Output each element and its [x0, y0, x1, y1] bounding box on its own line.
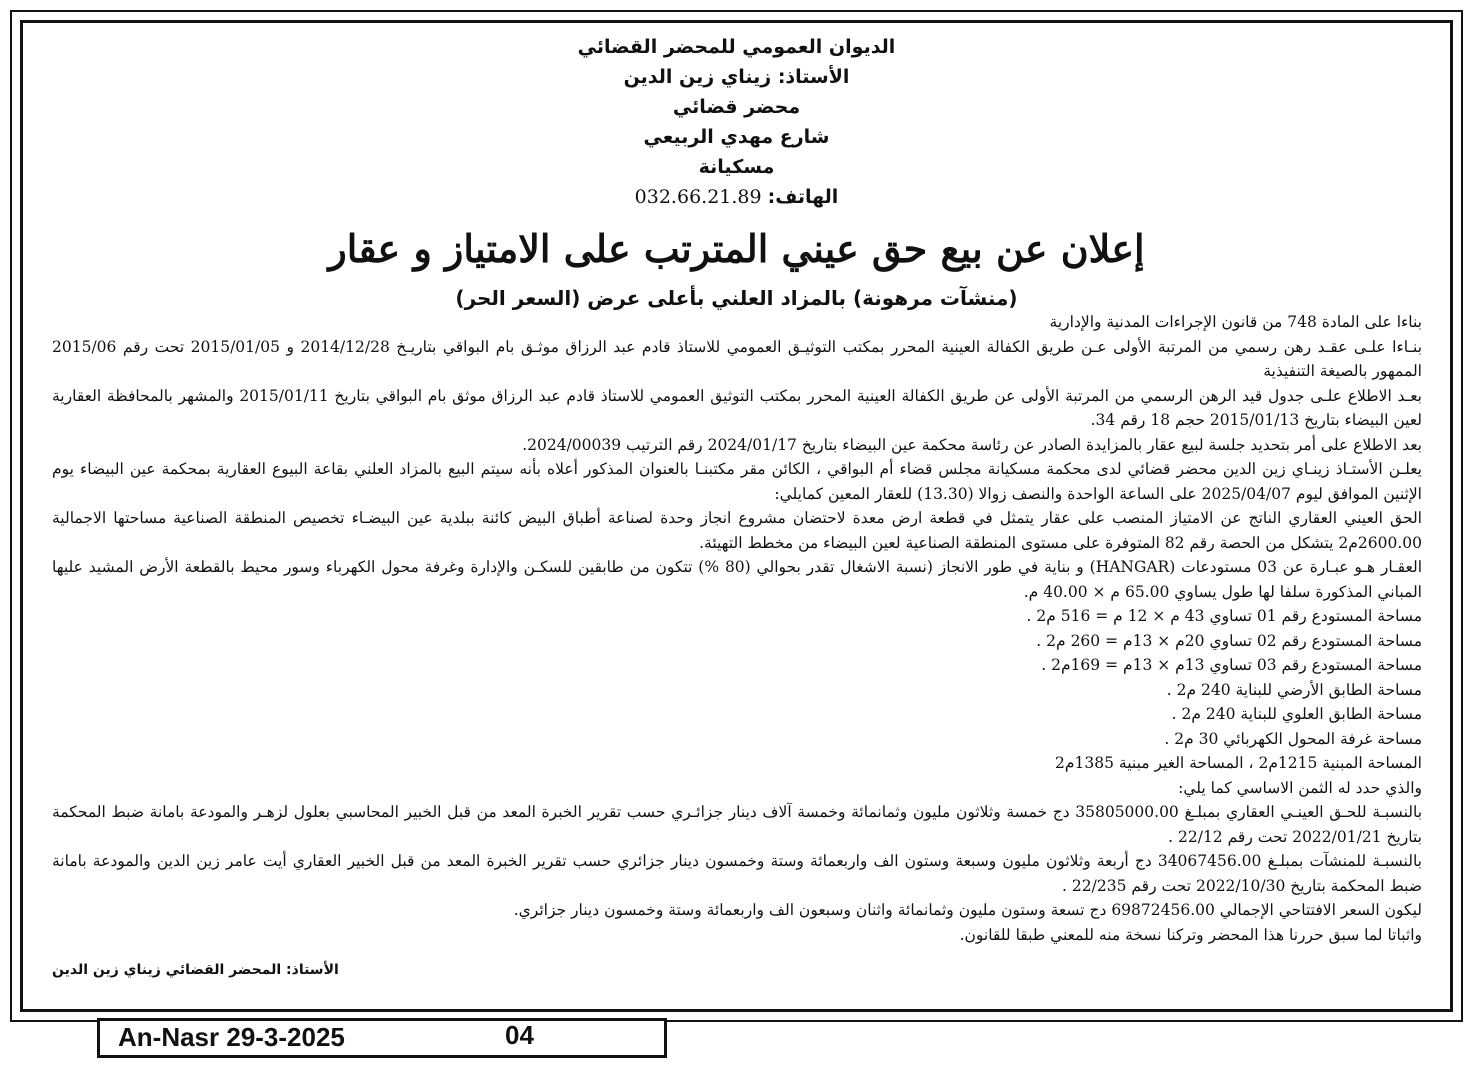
city: مسكيانة — [698, 156, 775, 178]
paragraph: بعد الاطلاع على أمر بتحديد جلسة لبيع عقار بالمزايدة الصادر عن رئاسة محكمة عين البيضاء بتاريخ 2024/01/17 رقم الترتيب 2024/00039. — [522, 435, 1422, 454]
bailiff-role: محضر قضائي — [672, 96, 801, 118]
phone-label: الهاتف: — [767, 186, 839, 208]
paragraph: ليكون السعر الافتتاحي الإجمالي 69872456.00 دج تسعة وستون مليون وثمانمائة واثنان وسبعون الف واربعمائة وستة وخمسون دينار جزائري. — [513, 901, 1422, 919]
paragraph: واثباتا لما سبق حررنا هذا المحضر وتركنا نسخة منه للمعني طبقا للقانون. — [959, 925, 1422, 944]
notice-title: إعلان عن بيع حق عيني المترتب على الامتياز و عقار — [328, 226, 1145, 271]
paragraph: يعلـن الأستـاذ زينـاي زين الدين محضر قضائي لدى محكمة مسكيانة مجلس قضاء أم البواقي ، الكائن مقر مكتبنـا بالعنوان المذكور أعلاه بأنه سيتم البيع بالمزاد العلني بقاعة البيوع العقارية بمحكمة عين البيضاء يوم الإثنين الموافق ليوم 2025/04/07 على الساعة الواحدة والنصف زوالا (13.30) للعقار المعين كمايلي: — [52, 460, 1422, 503]
street-address: شارع مهدي الربيعي — [643, 126, 830, 148]
paragraph: مساحة الطابق العلوي للبناية 240 م2 . — [1171, 705, 1422, 723]
paragraph: مساحة المستودع رقم 02 تساوي 20م × 13م = 260 م2 . — [1036, 631, 1422, 650]
paragraph: بنـاءا علـى عقـد رهن رسمي من المرتبة الأولى عـن طريق الكفالة العينية المحرر بمكتب التوثيـق العمومي للاستاذ قادم عبد الرزاق موثـق بام البواقي بتاريـخ 2014/12/28 و 2015/01/05 تحت رقم 2015/06 الممهور بالصيغة التنفيذية — [52, 337, 1423, 380]
signature: الأستاذ: المحضر القضائي زيناي زين الدين — [52, 962, 339, 978]
paragraph: مساحة المستودع رقم 01 تساوي 43 م × 12 م = 516 م2 . — [1026, 607, 1422, 625]
phone-number: 032.66.21.89 — [634, 186, 762, 208]
paragraph: المساحة المبنية 1215م2 ، المساحة الغير مبنية 1385م2 — [1055, 754, 1422, 772]
phone-line — [0, 186, 1473, 208]
paragraph: بعـد الاطلاع علـى جدول قيد الرهن الرسمي من المرتبة الأولى عن طريق الكفالة العينية المحرر بمكتب التوثيق العمومي للاستاذ قادم عبد الرزاق موثق بام البواقي بتاريخ 2015/01/11 والمشهر بالمحافظة العقارية لعين البيضاء بتاريخ 2015/01/13 حجم 18 رقم 34. — [52, 386, 1422, 429]
office-name: الديوان العمومي للمحضر القضائي — [577, 36, 896, 58]
paragraph: العقـار هـو عبـارة عن 03 مستودعات (HANGAR) و بناية في طور الانجاز (نسبة الاشغال تقدر بحوالي (80 %) تتكون من طابقين للسكـن والإدارة وغرفة محول الكهرباء وسور محيط بالقطعة الأرض المشيد عليها المباني المذكورة سلفا لها طول يساوي 65.00 م × 40.00 م. — [52, 558, 1423, 601]
paragraph: مساحة المستودع رقم 03 تساوي 13م × 13م = 169م2 . — [1041, 656, 1422, 674]
paragraph: مساحة الطابق الأرضي للبناية 240 م2 . — [1166, 680, 1422, 699]
footer-page-number: 04 — [505, 1020, 534, 1050]
paragraph: مساحة غرفة المحول الكهربائي 30 م2 . — [1164, 729, 1422, 748]
paragraph: بالنسبـة للمنشآت بمبلـغ 34067456.00 دج أربعة وثلاثون مليون وسبعة وستون الف واربعمائة وستة وخمسون دينار جزائري حسب تقرير الخبرة المعد من قبل الخبير العقاري أيت عامر زين الدين والمودعة بامانة ضبط المحكمة بتاريخ 2022/10/30 تحت رقم 22/235 . — [52, 852, 1422, 895]
notice-body — [52, 310, 1422, 947]
bailiff-name: الأستاذ: زيناي زين الدين — [623, 66, 850, 88]
paragraph: الحق العيني العقاري الناتج عن الامتياز المنصب على عقار يتمثل في قطعة ارض معدة لاحتضان مشروع انجاز وحدة لصناعة أطباق البيض كائنة ببلدية عين البيضـاء تخصيص المنطقة الصناعية مساحتها الاجمالية 2600.00م2 يتشكل من الحصة رقم 82 المتوفرة على مستوى المنطقة الصناعية لعين البيضاء من مخطط التهيئة. — [52, 509, 1422, 552]
paragraph: بناءا على المادة 748 من قانون الإجراءات المدنية والإدارية — [1049, 313, 1422, 331]
paragraph: والذي حدد له الثمن الاساسي كما يلي: — [1178, 778, 1422, 797]
footer-date: An-Nasr 29-3-2025 — [118, 1022, 345, 1052]
notice-subtitle: (منشآت مرهونة) بالمزاد العلني بأعلى عرض (السعر الحر) — [455, 286, 1018, 310]
paragraph: بالنسبـة للحـق العينـي العقاري بمبلـغ 35805000.00 دج خمسة وثلاثون مليون وثمانمائة وخمسة آلاف دينار جزائـري حسب تقرير الخبرة المعد من قبل الخبير المحاسبي بعلول لزهـر والمودعة بامانة ضبط المحكمة بتاريخ 2022/01/21 تحت رقم 22/12 . — [52, 803, 1423, 846]
